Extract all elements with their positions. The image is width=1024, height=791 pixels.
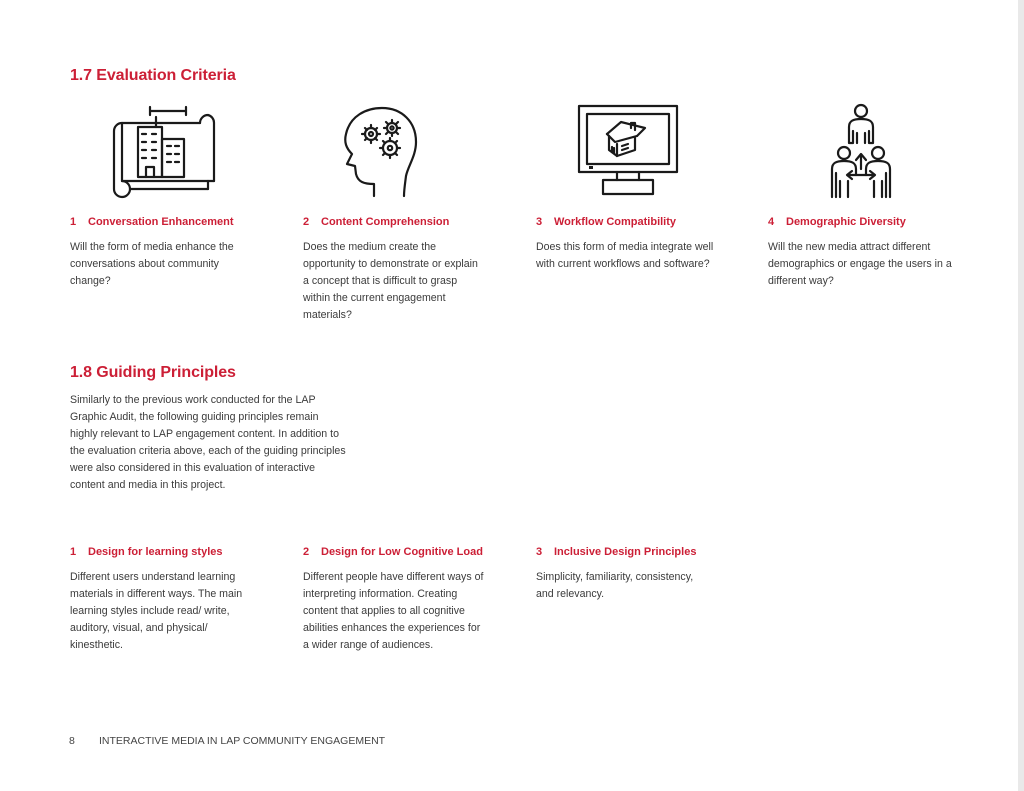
evaluation-item-4 [768, 216, 953, 290]
city-blueprint-icon [108, 103, 216, 203]
item-number: 2 [303, 216, 310, 228]
item-body: Will the form of media enhance the conversations about community change? [70, 241, 234, 287]
item-number: 1 [70, 216, 77, 228]
item-body: Does the medium create the opportunity to demonstrate or explain a concept that is difficult to grasp within the current engagement materials? [303, 241, 478, 321]
item-title: Demographic Diversity [786, 216, 906, 228]
item-body: Different users understand learning materials in different ways. The main learning styles include read/ write, auditory, visual, and physical/ kinesthetic. [70, 571, 243, 651]
item-title: Design for learning styles [88, 546, 223, 558]
item-number: 1 [70, 546, 77, 558]
item-number: 3 [536, 216, 543, 228]
item-number: 2 [303, 546, 310, 558]
item-title: Conversation Enhancement [88, 216, 234, 228]
item-title: Inclusive Design Principles [554, 546, 697, 558]
monitor-house-icon [577, 104, 679, 198]
guiding-principles-heading: 1.8 Guiding Principles [70, 364, 236, 381]
guiding-item-2 [303, 546, 488, 654]
item-number: 3 [536, 546, 543, 558]
people-arrows-icon [826, 103, 896, 201]
item-body: Will the new media attract different demographics or engage the users in a different way? [768, 241, 952, 287]
page-number: 8 [69, 735, 75, 747]
item-title: Design for Low Cognitive Load [321, 546, 483, 558]
guiding-principles-intro: Similarly to the previous work conducted for the LAP Graphic Audit, the following guiding principles remain highly relevant to LAP engagement content. In addition to the evaluation criteria above, each of the guiding principles were also considered in this evaluation of interactive content and media in this project. [70, 394, 346, 491]
guiding-item-3 [536, 546, 721, 603]
item-body: Different people have different ways of interpreting information. Creating content that applies to all cognitive abilities enhances the experiences for a wider range of audiences. [303, 571, 484, 651]
evaluation-item-1 [70, 216, 255, 290]
evaluation-criteria-heading: 1.7 Evaluation Criteria [70, 67, 236, 84]
guiding-item-1 [70, 546, 255, 654]
item-title: Workflow Compatibility [554, 216, 677, 228]
evaluation-item-2 [303, 216, 488, 324]
head-gears-icon [338, 104, 420, 198]
item-body: Does this form of media integrate well with current workflows and software? [536, 241, 714, 270]
evaluation-item-3 [536, 216, 721, 273]
footer-title: INTERACTIVE MEDIA IN LAP COMMUNITY ENGAGEMENT [99, 735, 386, 747]
item-body: Simplicity, familiarity, consistency, and relevancy. [536, 571, 694, 600]
item-title: Content Comprehension [321, 216, 450, 228]
page-footer [69, 735, 385, 747]
item-number: 4 [768, 216, 775, 228]
page-edge [1018, 0, 1024, 791]
